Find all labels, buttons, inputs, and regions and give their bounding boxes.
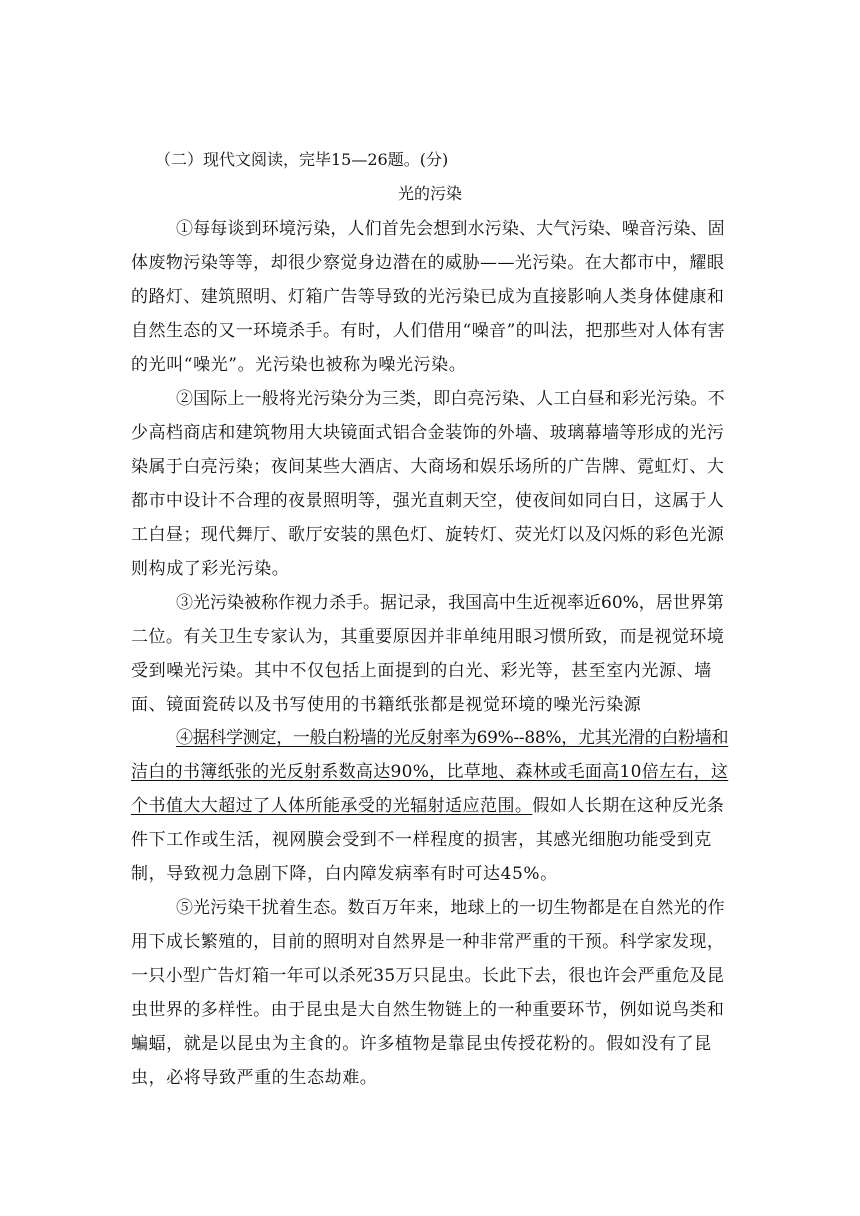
section-heading: （二）现代文阅读，完毕15—26题。(分) xyxy=(155,150,449,169)
text-line: 染属于白亮污染；夜间某些大酒店、大商场和娱乐场所的广告牌、霓虹灯、大 xyxy=(131,457,725,477)
plain-text: 假如人长期在这种反光条 xyxy=(532,796,725,816)
mixed-text-line xyxy=(131,795,724,817)
text-line: 的路灯、建筑照明、灯箱广告等导致的光污染已成为直接影响人类身体健康和 xyxy=(131,287,725,307)
article-title: 光的污染 xyxy=(397,184,462,203)
text-line: 虫世界的多样性。由于昆虫是大自然生物链上的一种重要环节，例如说鸟类和 xyxy=(131,1000,725,1020)
text-line: ⑤光污染干扰着生态。数百万年来，地球上的一切生物都是在自然光的作 xyxy=(176,898,725,918)
text-line: 虫，必将导致严重的生态劫难。 xyxy=(131,1068,378,1088)
text-line: 少高档商店和建筑物用大块镜面式铝合金装饰的外墙、玻璃幕墙等形成的光污 xyxy=(131,423,725,443)
text-line: 用下成长繁殖的，目前的照明对自然界是一种非常严重的干预。科学家发现， xyxy=(131,932,725,952)
underlined-text-line: ④据科学测定，一般白粉墙的光反射率为69%--88%，尤其光滑的白粉墙和 xyxy=(176,728,729,748)
text-line: 一只小型广告灯箱一年可以杀死35万只昆虫。长此下去，很也许会严重危及昆 xyxy=(131,966,725,986)
text-line: 二位。有关卫生专家认为，其重要原因并非单纯用眼习惯所致，而是视觉环境 xyxy=(131,627,725,647)
text-line: 制，导致视力急剧下降，白内障发病率有时可达45%。 xyxy=(131,864,558,884)
text-line: 都市中设计不合理的夜景照明等，强光直刺天空，使夜间如同白日，这属于人 xyxy=(131,491,725,511)
text-line: 工白昼；现代舞厅、歌厅安装的黑色灯、旋转灯、荧光灯以及闪烁的彩色光源 xyxy=(131,525,725,545)
text-line: 蝙蝠，就是以昆虫为主食的。许多植物是靠昆虫传授花粉的。假如没有了昆 xyxy=(131,1034,712,1054)
underlined-text: 个书值大大超过了人体所能承受的光辐射适应范围。 xyxy=(131,796,533,816)
text-line: 件下工作或生活，视网膜会受到不一样程度的损害，其感光细胞功能受到克 xyxy=(131,830,712,850)
text-line: ①每每谈到环境污染，人们首先会想到水污染、大气污染、噪音污染、固 xyxy=(176,219,725,239)
text-line: 则构成了彩光污染。 xyxy=(131,559,290,579)
text-line: ②国际上一般将光污染分为三类，即白亮污染、人工白昼和彩光污染。不 xyxy=(176,389,725,409)
text-line: 自然生态的又一环境杀手。有时，人们借用“噪音”的叫法，把那些对人体有害 xyxy=(131,321,726,341)
text-line: 的光叫“噪光”。光污染也被称为噪光污染。 xyxy=(131,355,467,375)
text-line: 体废物污染等等，却很少察觉身边潜在的威胁——光污染。在大都市中，耀眼 xyxy=(131,253,725,273)
text-line: 受到噪光污染。其中不仅包括上面提到的白光、彩光等，甚至室内光源、墙 xyxy=(131,661,712,681)
text-line: ③光污染被称作视力杀手。据记录，我国高中生近视率近60%，居世界第 xyxy=(176,593,724,613)
underlined-text-line: 洁白的书簿纸张的光反射系数高达90%，比草地、森林或毛面高10倍左右，这 xyxy=(131,762,729,782)
text-line: 面、镜面瓷砖以及书写使用的书籍纸张都是视觉环境的噪光污染源 xyxy=(131,695,642,715)
